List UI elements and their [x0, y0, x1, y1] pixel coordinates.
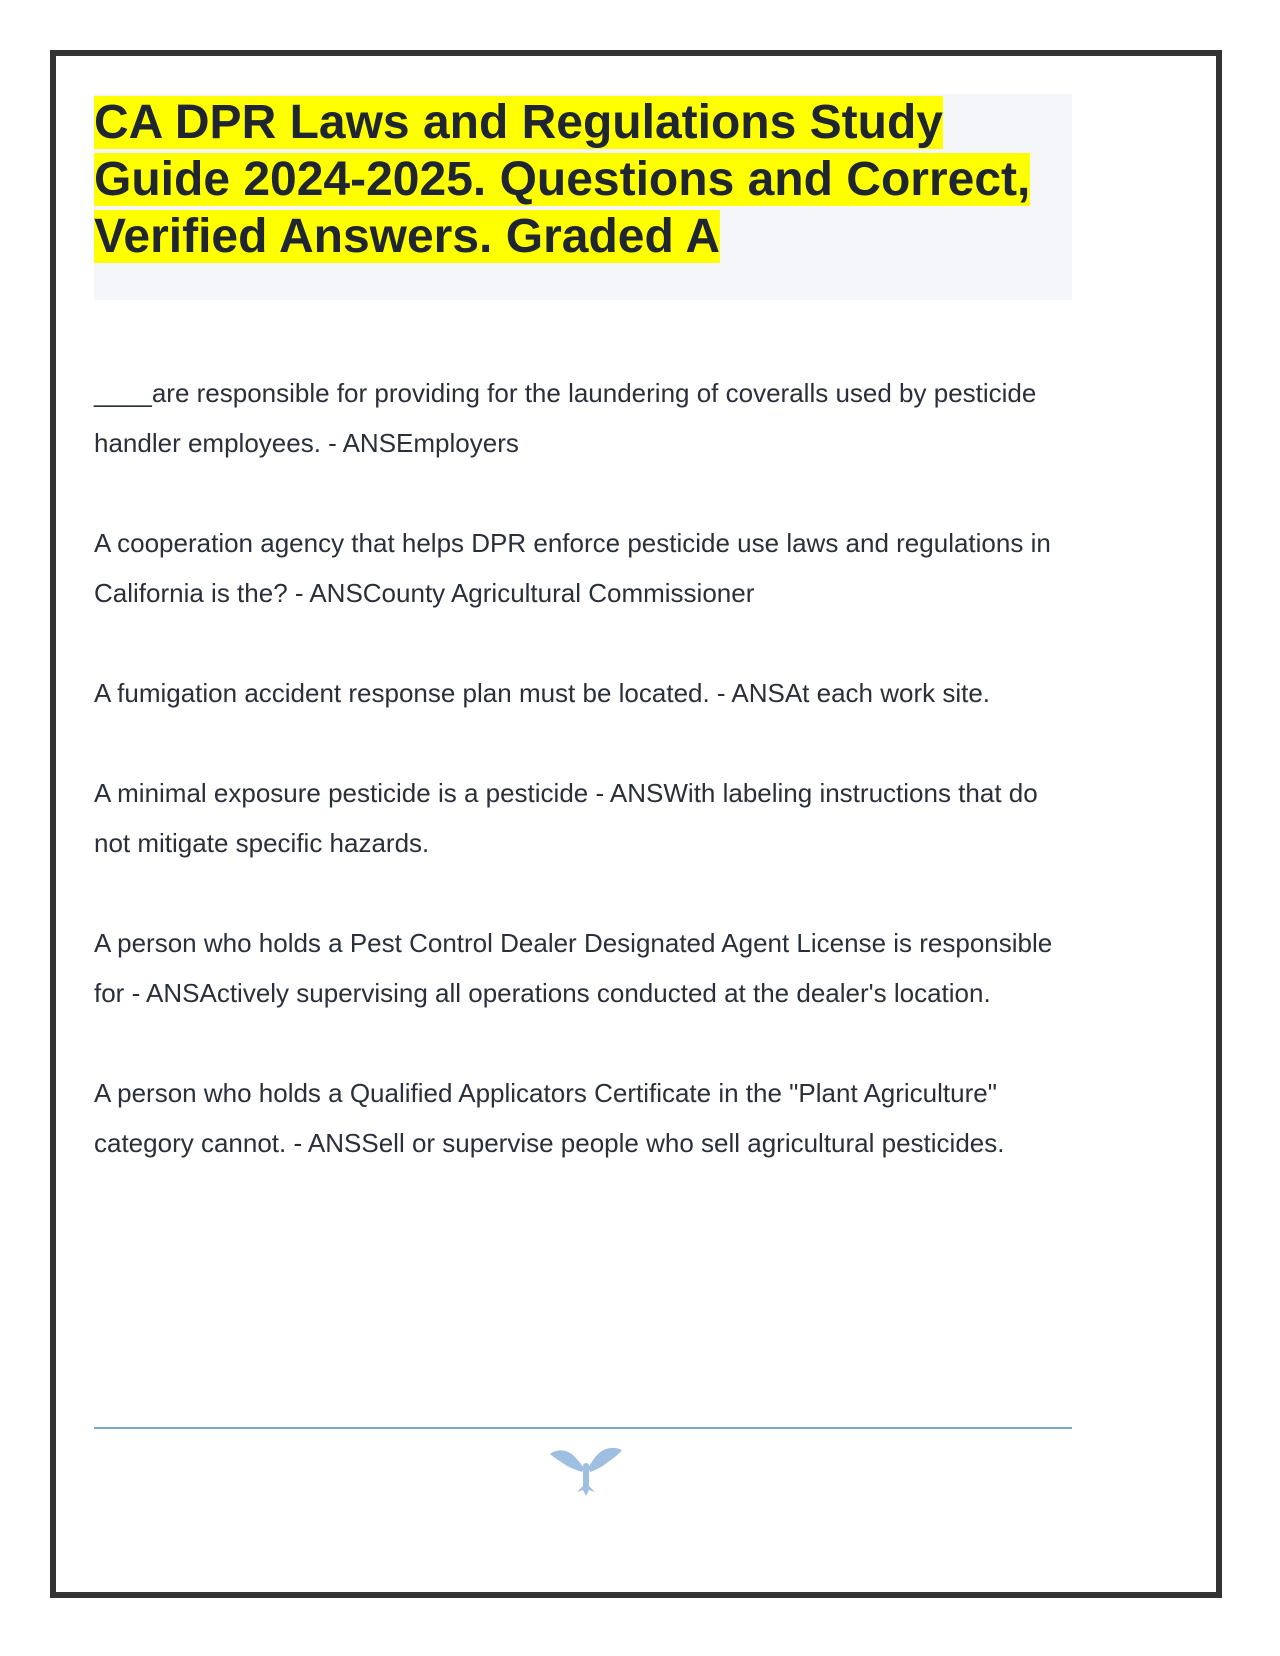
qa-item: A cooperation agency that helps DPR enforce pesticide use laws and regulations in California is the? - ANSCounty Agricultural Commissioner	[94, 528, 1051, 608]
qa-item: ____are responsible for providing for the laundering of coveralls used by pesticide handler employees. - ANSEmployers	[94, 378, 1037, 458]
qa-list	[94, 368, 1072, 1218]
footer-divider	[94, 1427, 1072, 1429]
qa-item: A person who holds a Qualified Applicators Certificate in the "Plant Agriculture" category cannot. - ANSSell or supervise people who sell agricultural pesticides.	[94, 1078, 1005, 1158]
page-title	[94, 94, 1072, 265]
bird-logo-icon	[548, 1442, 624, 1498]
qa-item: A person who holds a Pest Control Dealer Designated Agent License is responsible for - ANSActively supervising all operations conducted at the dealer's location.	[94, 928, 1053, 1008]
qa-item: A fumigation accident response plan must be located. - ANSAt each work site.	[94, 678, 991, 708]
page-title-text: CA DPR Laws and Regulations Study Guide 2024-2025. Questions and Correct, Verified Answers. Graded A	[94, 96, 1031, 263]
title-box	[94, 94, 1072, 300]
qa-item: A minimal exposure pesticide is a pesticide - ANSWith labeling instructions that do not mitigate specific hazards.	[94, 778, 1038, 858]
